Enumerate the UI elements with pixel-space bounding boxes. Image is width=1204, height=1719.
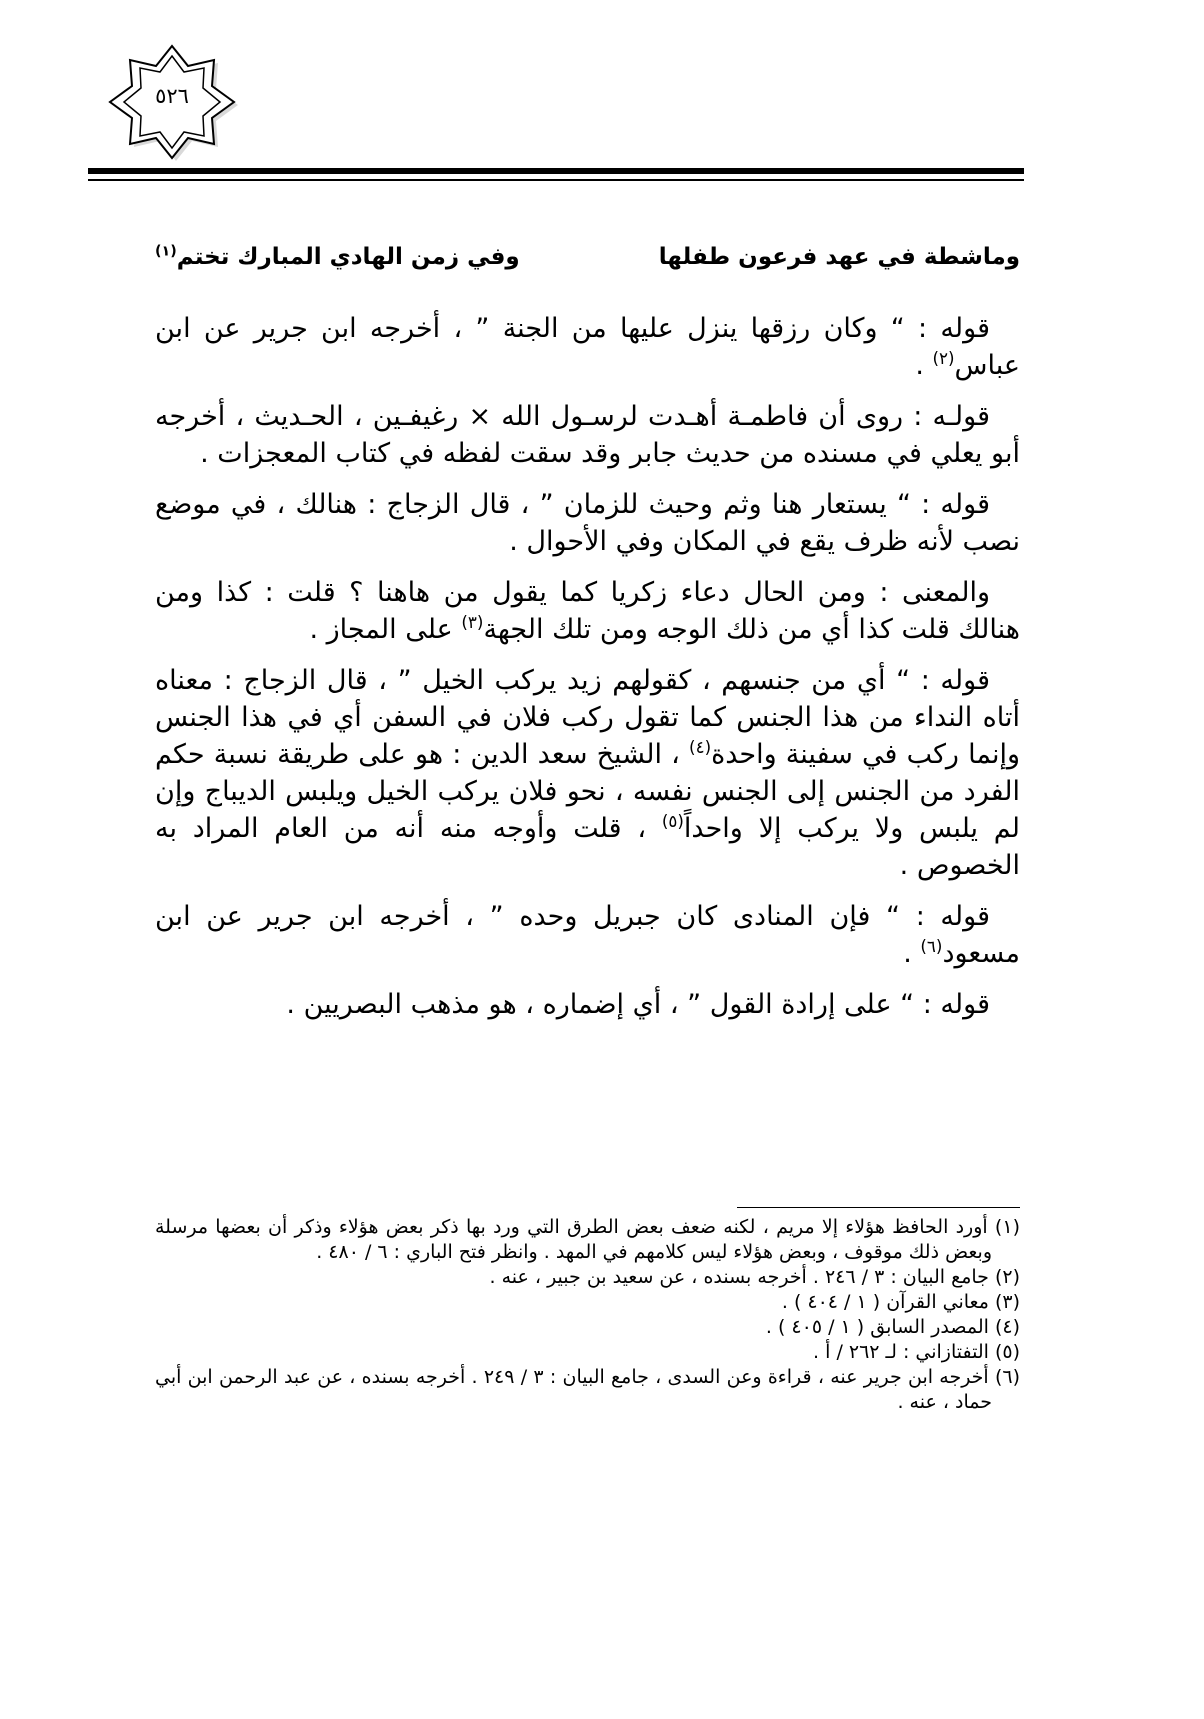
footnote-ref: (٣) <box>461 612 484 632</box>
page-number-badge <box>104 42 240 162</box>
footnote-ref: (٥) <box>661 811 684 831</box>
page-number: ٥٢٦ <box>155 84 189 108</box>
paragraph: قوله : “ فإن المنادى كان جبريل وحده ” ، أخرجه ابن جرير عن ابن مسعود$^{(٦)}$ . <box>155 901 1020 969</box>
header-rule-thin <box>88 179 1024 181</box>
poetry-verse <box>155 244 1020 284</box>
verse-hemistich-2: وفي زمن الهادي المبارك تختم$^{(١)}$ <box>155 243 520 270</box>
footnote-separator <box>737 1207 1020 1208</box>
header-rule-thick <box>88 168 1024 174</box>
main-text <box>155 310 1020 1037</box>
footnote-ref: (٤) <box>689 737 712 757</box>
paragraph: قوله : “ على إرادة القول ” ، أي إضماره ، هو مذهب البصريين . <box>286 989 990 1020</box>
footnote: (٥) التفتازاني : لـ ٢٦٢ / أ . <box>813 1341 1020 1363</box>
footnote: (١) أورد الحافظ هؤلاء إلا مريم ، لكنه ضعف بعض الطرق التي ورد بها ذكر بعض هؤلاء وذكر أن بعضها مرسلة وبعض ذلك موقوف ، وبعض هؤلاء ليس كلامهم في المهد . وانظر فتح الباري : ٦ / ٤٨٠ . <box>155 1216 1020 1263</box>
footnote-ref: (١) <box>155 243 177 260</box>
footnote: (٦) أخرجه ابن جرير عنه ، قراءة وعن السدى ، جامع البيان : ٣ / ٢٤٩ . أخرجه بسنده ، عن عبد الرحمن ابن أبي حماد ، عنه . <box>155 1366 1021 1413</box>
paragraph: قولـه : روى أن فاطمـة أهـدت لرسـول الله × رغيفـين ، الحـديث ، أخرجه أبو يعلي في مسنده من حديث جابر وقد سقت لفظه في كتاب المعجزات . <box>155 401 1020 469</box>
footnotes <box>155 1215 1020 1415</box>
paragraph: قوله : “ أي من جنسهم ، كقولهم زيد يركب الخيل ” ، قال الزجاج : معناه أتاه النداء من هذا الجنس كما تقول ركب فلان في السفن أي في هذا الجنس وإنما ركب في سفينة واحدة$^{(٤)}$ ، الشيخ سعد الدين : هو على طريقة نسبة حكم الفرد من الجنس إلى الجنس نفسه ، نحو فلان يركب الخيل ويلبس الديباج وإن لم يلبس ولا يركب إلا واحداً$^{(٥)}$ ، قلت وأوجه منه أنه من العام المراد به الخصوص . <box>155 665 1021 881</box>
footnote-ref: (٢) <box>932 348 955 368</box>
footnote: (٤) المصدر السابق ( ١ / ٤٠٥ ) . <box>765 1316 1020 1338</box>
paragraph: والمعنى : ومن الحال دعاء زكريا كما يقول من هاهنا ؟ قلت : كذا ومن هنالك قلت كذا أي من ذلك الوجه ومن تلك الجهة$^{(٣)}$ على المجاز . <box>155 577 1020 645</box>
footnote-ref: (٦) <box>920 936 943 956</box>
footnote: (٣) معاني القرآن ( ١ / ٤٠٤ ) . <box>781 1291 1020 1313</box>
verse-hemistich-1: وماشطة في عهد فرعون طفلها <box>658 244 1020 270</box>
paragraph: قوله : “ وكان رزقها ينزل عليها من الجنة ” ، أخرجه ابن جرير عن ابن عباس$^{(٢)}$ . <box>155 313 1020 381</box>
footnote: (٢) جامع البيان : ٣ / ٢٤٦ . أخرجه بسنده ، عن سعيد بن جبير ، عنه . <box>489 1266 1020 1288</box>
paragraph: قوله : “ يستعار هنا وثم وحيث للزمان ” ، قال الزجاج : هنالك ، في موضع نصب لأنه ظرف يقع في المكان وفي الأحوال . <box>155 489 1020 557</box>
